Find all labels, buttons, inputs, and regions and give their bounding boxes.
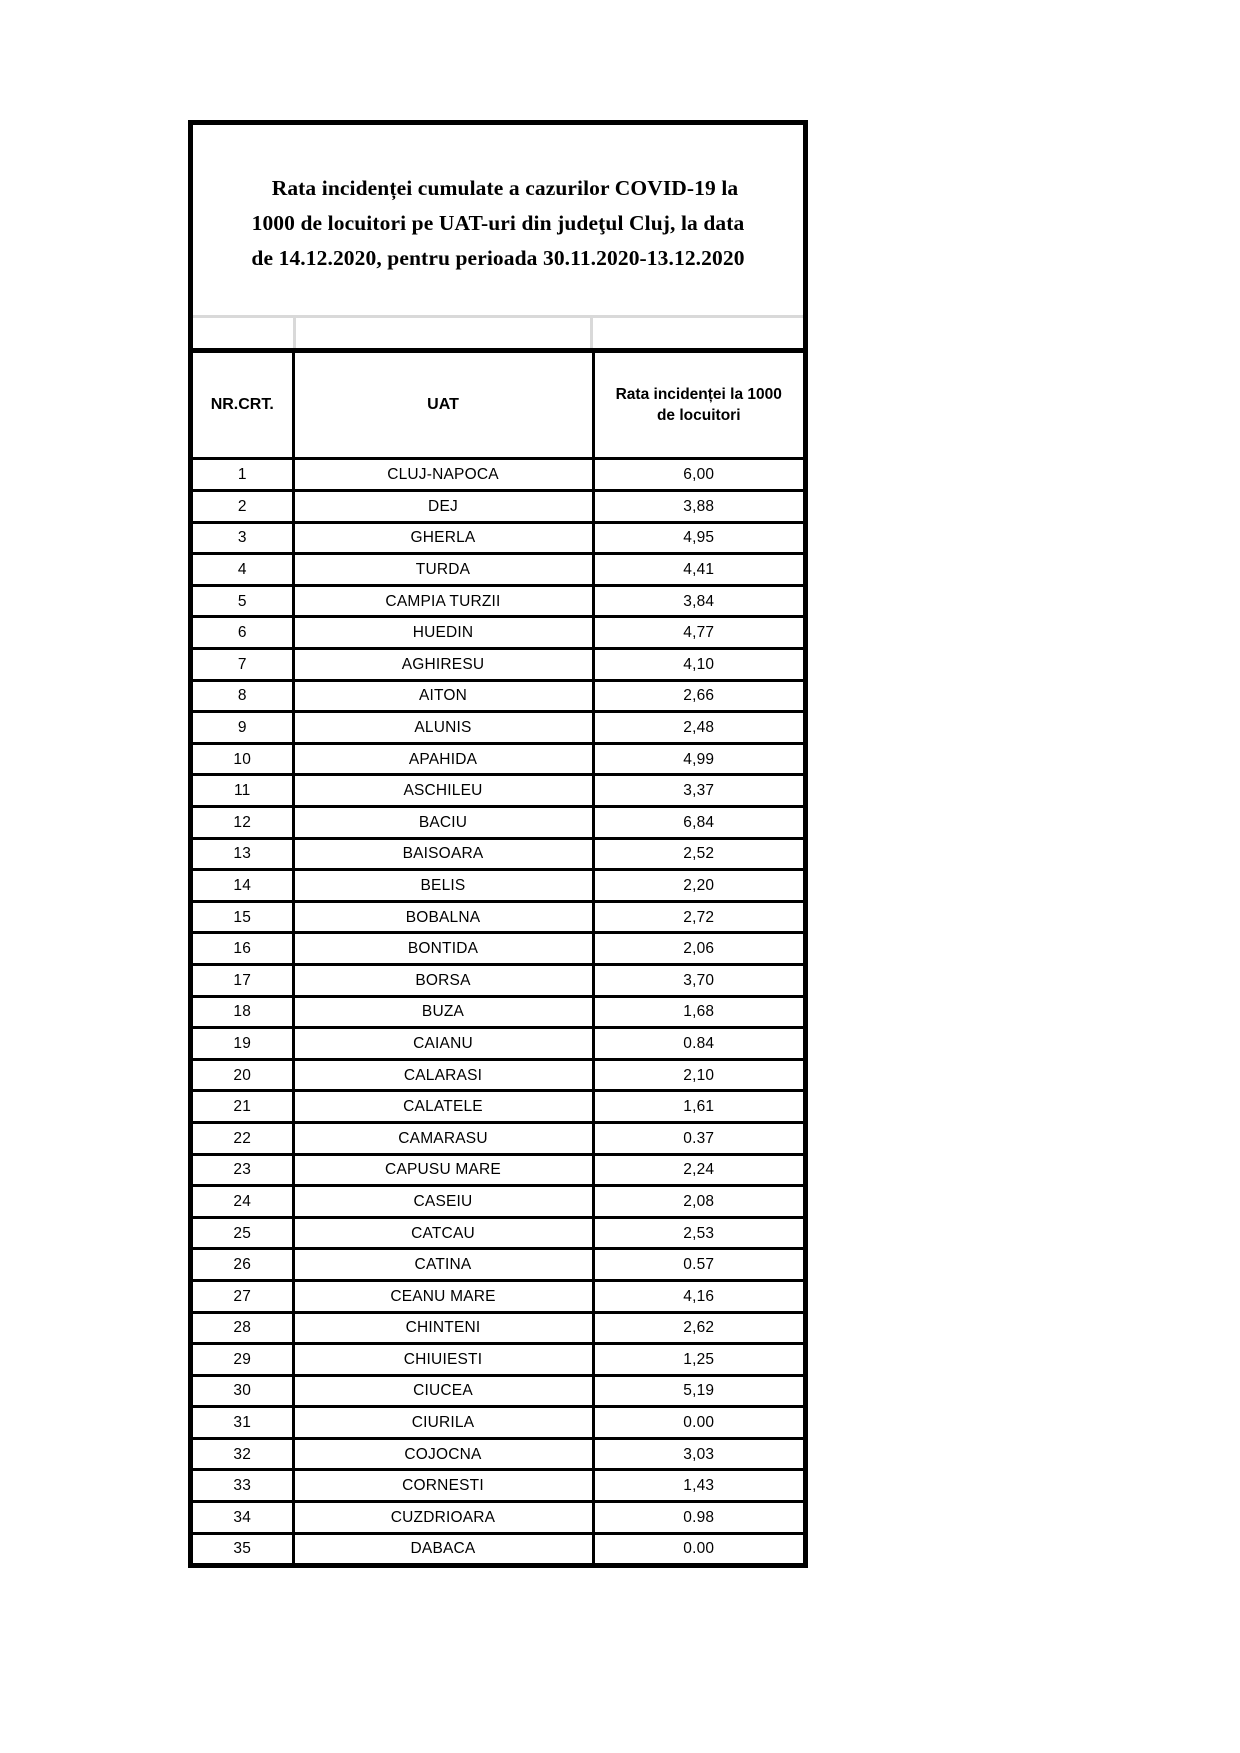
cell-uat-name: CIUCEA — [293, 1375, 593, 1407]
table-row — [193, 870, 803, 902]
cell-nr-crt: 3 — [193, 522, 293, 554]
table-row — [193, 1407, 803, 1439]
cell-uat-name: CATINA — [293, 1249, 593, 1281]
cell-incidence-rate: 6,84 — [593, 807, 803, 839]
table-row — [193, 933, 803, 965]
cell-incidence-rate: 3,70 — [593, 964, 803, 996]
cell-incidence-rate: 2,62 — [593, 1312, 803, 1344]
table-row — [193, 1470, 803, 1502]
cell-nr-crt: 6 — [193, 617, 293, 649]
table-row — [193, 1438, 803, 1470]
table-row — [193, 617, 803, 649]
spacer-row — [193, 315, 803, 348]
cell-nr-crt: 24 — [193, 1186, 293, 1218]
cell-incidence-rate: 3,84 — [593, 585, 803, 617]
table-row — [193, 459, 803, 491]
cell-nr-crt: 16 — [193, 933, 293, 965]
cell-incidence-rate: 2,53 — [593, 1217, 803, 1249]
cell-incidence-rate: 1,25 — [593, 1344, 803, 1376]
table-row — [193, 1154, 803, 1186]
spacer-cell-uat — [293, 318, 593, 348]
cell-nr-crt: 35 — [193, 1533, 293, 1563]
table-row — [193, 1502, 803, 1534]
cell-nr-crt: 1 — [193, 459, 293, 491]
cell-incidence-rate: 3,37 — [593, 775, 803, 807]
table-row — [193, 554, 803, 586]
page-title — [207, 171, 789, 275]
cell-nr-crt: 33 — [193, 1470, 293, 1502]
column-header-uat: UAT — [293, 351, 593, 459]
cell-incidence-rate: 2,24 — [593, 1154, 803, 1186]
table-row — [193, 712, 803, 744]
cell-uat-name: CUZDRIOARA — [293, 1502, 593, 1534]
title-line-3: de 14.12.2020, pentru perioada 30.11.2020-13.12.2020 — [251, 245, 745, 270]
cell-uat-name: CEANU MARE — [293, 1280, 593, 1312]
cell-incidence-rate: 2,66 — [593, 680, 803, 712]
cell-nr-crt: 10 — [193, 743, 293, 775]
cell-uat-name: BELIS — [293, 870, 593, 902]
column-header-rate-line-2: de locuitori — [656, 407, 741, 425]
table-row — [193, 491, 803, 523]
cell-incidence-rate: 2,06 — [593, 933, 803, 965]
cell-nr-crt: 19 — [193, 1028, 293, 1060]
cell-uat-name: CAMPIA TURZII — [293, 585, 593, 617]
cell-uat-name: ASCHILEU — [293, 775, 593, 807]
cell-nr-crt: 5 — [193, 585, 293, 617]
cell-uat-name: CATCAU — [293, 1217, 593, 1249]
cell-incidence-rate: 5,19 — [593, 1375, 803, 1407]
table-row — [193, 964, 803, 996]
cell-uat-name: CHINTENI — [293, 1312, 593, 1344]
cell-uat-name: CALATELE — [293, 1091, 593, 1123]
cell-uat-name: CAIANU — [293, 1028, 593, 1060]
cell-incidence-rate: 4,99 — [593, 743, 803, 775]
cell-incidence-rate: 1,43 — [593, 1470, 803, 1502]
cell-incidence-rate: 0.57 — [593, 1249, 803, 1281]
cell-uat-name: CIURILA — [293, 1407, 593, 1439]
cell-nr-crt: 29 — [193, 1344, 293, 1376]
table-header-row — [193, 351, 803, 459]
cell-uat-name: BACIU — [293, 807, 593, 839]
cell-incidence-rate: 4,16 — [593, 1280, 803, 1312]
cell-uat-name: DABACA — [293, 1533, 593, 1563]
cell-uat-name: CALARASI — [293, 1059, 593, 1091]
cell-nr-crt: 11 — [193, 775, 293, 807]
cell-incidence-rate: 2,20 — [593, 870, 803, 902]
table-row — [193, 1122, 803, 1154]
cell-nr-crt: 17 — [193, 964, 293, 996]
column-header-rate — [593, 351, 803, 459]
table-header — [193, 351, 803, 459]
table-row — [193, 1186, 803, 1218]
cell-incidence-rate: 2,08 — [593, 1186, 803, 1218]
table-row — [193, 680, 803, 712]
table-row — [193, 1312, 803, 1344]
table-row — [193, 996, 803, 1028]
cell-nr-crt: 22 — [193, 1122, 293, 1154]
title-line-1: Rata incidenței cumulate a cazurilor COVID-19 la — [271, 176, 739, 200]
cell-incidence-rate: 6,00 — [593, 459, 803, 491]
table-body — [193, 459, 803, 1563]
cell-nr-crt: 9 — [193, 712, 293, 744]
cell-uat-name: TURDA — [293, 554, 593, 586]
cell-nr-crt: 27 — [193, 1280, 293, 1312]
table-row — [193, 1344, 803, 1376]
column-header-nr-crt: NR.CRT. — [193, 351, 293, 459]
cell-incidence-rate: 4,95 — [593, 522, 803, 554]
cell-uat-name: HUEDIN — [293, 617, 593, 649]
table-row — [193, 1059, 803, 1091]
cell-uat-name: BONTIDA — [293, 933, 593, 965]
cell-incidence-rate: 3,88 — [593, 491, 803, 523]
cell-nr-crt: 12 — [193, 807, 293, 839]
cell-uat-name: AGHIRESU — [293, 649, 593, 681]
table-row — [193, 1533, 803, 1563]
cell-incidence-rate: 0.84 — [593, 1028, 803, 1060]
cell-nr-crt: 25 — [193, 1217, 293, 1249]
cell-nr-crt: 14 — [193, 870, 293, 902]
cell-incidence-rate: 3,03 — [593, 1438, 803, 1470]
cell-nr-crt: 18 — [193, 996, 293, 1028]
spacer-cell-rate — [593, 318, 803, 348]
table-row — [193, 743, 803, 775]
cell-incidence-rate: 2,48 — [593, 712, 803, 744]
cell-nr-crt: 7 — [193, 649, 293, 681]
cell-uat-name: CLUJ-NAPOCA — [293, 459, 593, 491]
incidence-rate-table-block — [188, 120, 808, 1568]
cell-nr-crt: 4 — [193, 554, 293, 586]
cell-uat-name: DEJ — [293, 491, 593, 523]
cell-incidence-rate: 0.98 — [593, 1502, 803, 1534]
cell-incidence-rate: 4,41 — [593, 554, 803, 586]
table-row — [193, 807, 803, 839]
table-row — [193, 775, 803, 807]
cell-nr-crt: 21 — [193, 1091, 293, 1123]
cell-nr-crt: 34 — [193, 1502, 293, 1534]
cell-incidence-rate: 2,72 — [593, 901, 803, 933]
cell-uat-name: BUZA — [293, 996, 593, 1028]
cell-uat-name: CAMARASU — [293, 1122, 593, 1154]
table-row — [193, 1280, 803, 1312]
table-row — [193, 901, 803, 933]
cell-incidence-rate: 4,10 — [593, 649, 803, 681]
cell-nr-crt: 32 — [193, 1438, 293, 1470]
table-row — [193, 838, 803, 870]
table-row — [193, 522, 803, 554]
cell-uat-name: CAPUSU MARE — [293, 1154, 593, 1186]
spacer-cell-nr — [193, 318, 293, 348]
cell-incidence-rate: 0.00 — [593, 1407, 803, 1439]
cell-uat-name: CORNESTI — [293, 1470, 593, 1502]
table-row — [193, 1028, 803, 1060]
table-title-cell — [193, 125, 803, 315]
table-row — [193, 585, 803, 617]
cell-uat-name: BOBALNA — [293, 901, 593, 933]
table-row — [193, 1217, 803, 1249]
cell-nr-crt: 8 — [193, 680, 293, 712]
cell-incidence-rate: 0.37 — [593, 1122, 803, 1154]
cell-uat-name: BORSA — [293, 964, 593, 996]
cell-incidence-rate: 4,77 — [593, 617, 803, 649]
cell-nr-crt: 30 — [193, 1375, 293, 1407]
cell-nr-crt: 20 — [193, 1059, 293, 1091]
cell-incidence-rate: 2,10 — [593, 1059, 803, 1091]
cell-uat-name: AITON — [293, 680, 593, 712]
cell-incidence-rate: 1,61 — [593, 1091, 803, 1123]
incidence-data-table — [193, 348, 803, 1563]
cell-incidence-rate: 0.00 — [593, 1533, 803, 1563]
cell-incidence-rate: 1,68 — [593, 996, 803, 1028]
cell-uat-name: CASEIU — [293, 1186, 593, 1218]
table-row — [193, 1091, 803, 1123]
cell-nr-crt: 13 — [193, 838, 293, 870]
title-line-2: 1000 de locuitori pe UAT-uri din judeţul Cluj, la data — [251, 210, 745, 235]
cell-nr-crt: 2 — [193, 491, 293, 523]
cell-uat-name: APAHIDA — [293, 743, 593, 775]
cell-nr-crt: 15 — [193, 901, 293, 933]
cell-nr-crt: 31 — [193, 1407, 293, 1439]
cell-uat-name: GHERLA — [293, 522, 593, 554]
cell-uat-name: CHIUIESTI — [293, 1344, 593, 1376]
table-row — [193, 1375, 803, 1407]
column-header-rate-line-1: Rata incidenței la 1000 — [615, 386, 782, 404]
cell-uat-name: ALUNIS — [293, 712, 593, 744]
cell-nr-crt: 28 — [193, 1312, 293, 1344]
table-row — [193, 1249, 803, 1281]
cell-incidence-rate: 2,52 — [593, 838, 803, 870]
cell-uat-name: BAISOARA — [293, 838, 593, 870]
cell-nr-crt: 26 — [193, 1249, 293, 1281]
cell-nr-crt: 23 — [193, 1154, 293, 1186]
table-row — [193, 649, 803, 681]
cell-uat-name: COJOCNA — [293, 1438, 593, 1470]
